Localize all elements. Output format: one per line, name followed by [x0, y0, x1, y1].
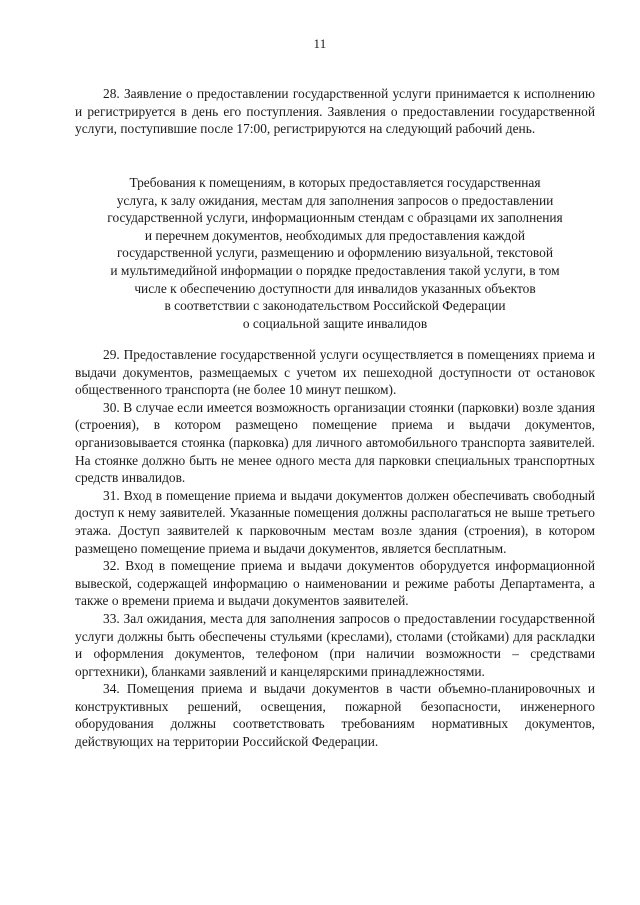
page-number: 11 [313, 36, 327, 51]
heading-line: в соответствии с законодательством Российской Федерации [164, 298, 506, 314]
paragraph-28: 28. Заявление о предоставлении государственной услуги принимается к исполнению и регистрируется в день его поступления. Заявления о предоставлении государственной услуги, поступившие после 17:00, регистрируются на следующий рабочий день. [75, 86, 595, 137]
heading-line: и мультимедийной информации о порядке предоставления такой услуги, в том [110, 262, 560, 278]
heading-line: о социальной защите инвалидов [242, 315, 428, 331]
heading-line: и перечнем документов, необходимых для предоставления каждой [144, 227, 526, 243]
heading-line: услуга, к залу ожидания, местам для заполнения запросов о предоставлении [116, 192, 554, 208]
paragraph-31: 31. Вход в помещение приема и выдачи документов должен обеспечивать свободный доступ к нему заявителей. Указанные помещения должны располагаться не выше третьего этажа. Доступ заявителей к парковочным местам возле здания (строения), в котором размещено помещение приема и выдачи документов, является бесплатным. [75, 487, 595, 556]
heading-line: государственной услуги, информационным стендам с образцами их заполнения [107, 210, 563, 226]
section-heading [70, 174, 600, 332]
paragraph-29: 29. Предоставление государственной услуги осуществляется в помещениях приема и выдачи документов, размещаемых с учетом их пешеходной доступности от остановок общественного транспорта (не более 10 минут пешком). [75, 347, 595, 398]
heading-line: числе к обеспечению доступности для инвалидов указанных объектов [134, 280, 536, 296]
heading-line: государственной услуги, размещению и оформлению визуальной, текстовой [116, 245, 554, 261]
paragraph-33: 33. Зал ожидания, места для заполнения запросов о предоставлении государственной услуги должны быть обеспечены стульями (креслами), столами (стойками) для раскладки и оформления документов, телефоном (при наличии возможности – средствами оргтехники), бланками заявлений и канцелярскими принадлежностями. [75, 610, 595, 679]
section-28-block [75, 85, 595, 138]
paragraph-32: 32. Вход в помещение приема и выдачи документов оборудуется информационной вывеской, содержащей информацию о наименовании и режиме работы Департамента, а также о времени приема и выдачи документов заявителей. [75, 558, 595, 609]
paragraphs-block [75, 346, 595, 751]
paragraph-34: 34. Помещения приема и выдачи документов в части объемно-планировочных и конструктивных решений, освещения, пожарной безопасности, инженерного оборудования должны соответствовать требованиям нормативных документов, действующих на территории Российской Федерации. [75, 681, 595, 750]
paragraph-30: 30. В случае если имеется возможность организации стоянки (парковки) возле здания (строения), в котором размещено помещение приема и выдачи документов, организовывается стоянка (парковка) для личного автомобильного транспорта заявителей. На стоянке должно быть не менее одного места для парковки специальных транспортных средств инвалидов. [75, 399, 595, 486]
heading-line: Требования к помещениям, в которых предоставляется государственная [129, 175, 541, 190]
